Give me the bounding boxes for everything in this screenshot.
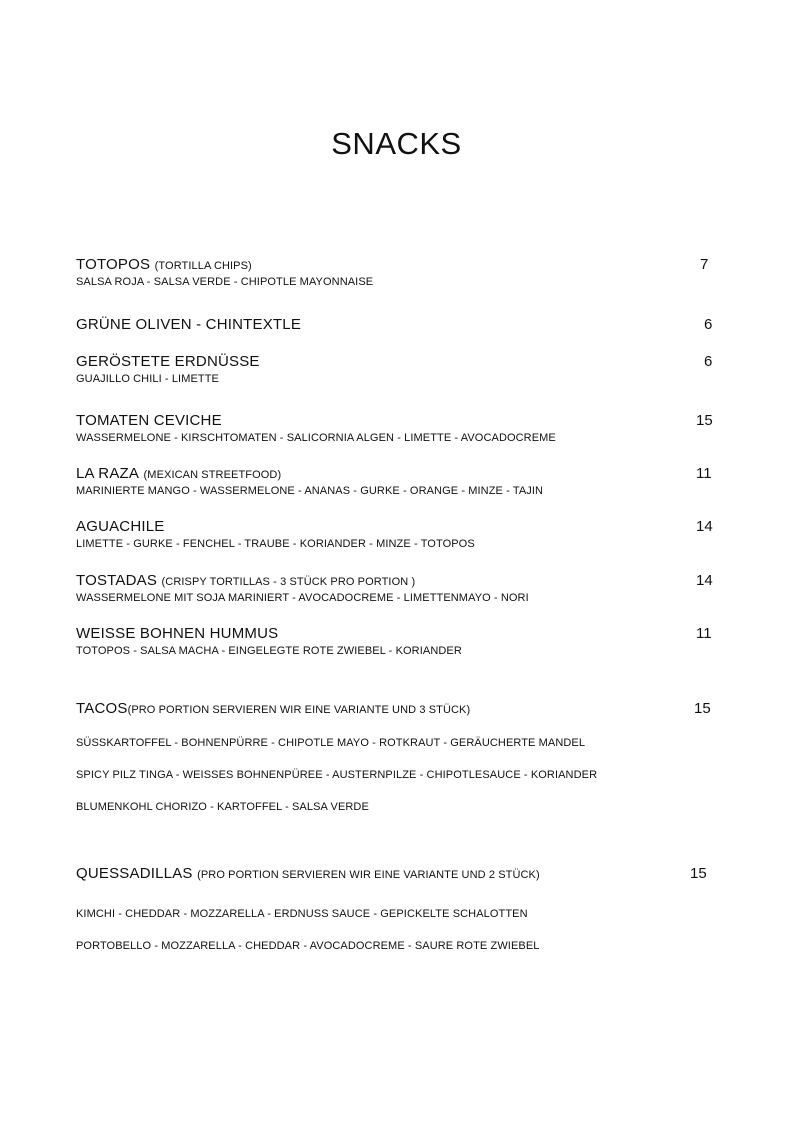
menu-item [76, 316, 716, 336]
menu-item [76, 465, 716, 497]
page-title: SNACKS [331, 126, 462, 161]
item-price: 14 [696, 572, 713, 589]
item-note: (PRO PORTION SERVIEREN WIR EINE VARIANTE UND 2 STÜCK) [197, 869, 540, 881]
item-note: (TORTILLA CHIPS) [154, 260, 252, 272]
item-price: 15 [696, 412, 713, 429]
item-price: 6 [704, 316, 713, 333]
item-price: 15 [690, 865, 707, 882]
item-description: WASSERMELONE MIT SOJA MARINIERT - AVOCADOCREME - LIMETTENMAYO - NORI [76, 592, 529, 604]
item-price: 11 [696, 625, 712, 642]
item-note: (CRISPY TORTILLAS - 3 STÜCK PRO PORTION ) [161, 576, 416, 588]
item-name: TACOS [76, 700, 128, 717]
menu-item [76, 572, 716, 604]
item-name: QUESSADILLAS [76, 865, 193, 882]
item-name: TOSTADAS [76, 572, 158, 589]
item-price: 15 [694, 700, 711, 717]
item-name: GRÜNE OLIVEN - CHINTEXTLE [76, 316, 302, 333]
menu-item [76, 256, 716, 288]
taco-variant: SPICY PILZ TINGA - WEISSES BOHNENPÜREE - AUSTERNPILZE - CHIPOTLESAUCE - KORIANDER [76, 769, 598, 781]
item-description: LIMETTE - GURKE - FENCHEL - TRAUBE - KORIANDER - MINZE - TOTOPOS [76, 538, 475, 550]
item-name: LA RAZA [76, 465, 140, 482]
item-name: TOTOPOS [76, 256, 151, 273]
item-description: TOTOPOS - SALSA MACHA - EINGELEGTE ROTE ZWIEBEL - KORIANDER [76, 645, 462, 657]
menu-item [76, 412, 716, 444]
quesadilla-variant: KIMCHI - CHEDDAR - MOZZARELLA - ERDNUSS SAUCE - GEPICKELTE SCHALOTTEN [76, 908, 528, 920]
item-description: MARINIERTE MANGO - WASSERMELONE - ANANAS - GURKE - ORANGE - MINZE - TAJIN [76, 485, 544, 497]
menu-item [76, 625, 716, 657]
item-description: GUAJILLO CHILI - LIMETTE [76, 373, 219, 385]
item-price: 6 [704, 353, 713, 370]
item-note: (MEXICAN STREETFOOD) [143, 469, 282, 481]
item-price: 11 [696, 465, 712, 482]
item-note: (PRO PORTION SERVIEREN WIR EINE VARIANTE UND 3 STÜCK) [127, 704, 471, 716]
item-name: WEISSE BOHNEN HUMMUS [76, 625, 279, 642]
item-name: TOMATEN CEVICHE [76, 412, 222, 429]
quesadilla-variant: PORTOBELLO - MOZZARELLA - CHEDDAR - AVOCADOCREME - SAURE ROTE ZWIEBEL [76, 940, 540, 952]
item-price: 14 [696, 518, 713, 535]
item-description: WASSERMELONE - KIRSCHTOMATEN - SALICORNIA ALGEN - LIMETTE - AVOCADOCREME [76, 432, 556, 444]
menu-item [76, 518, 716, 550]
item-price: 7 [700, 256, 709, 273]
quesadillas-section [76, 865, 716, 885]
item-description: SALSA ROJA - SALSA VERDE - CHIPOTLE MAYONNAISE [76, 276, 374, 288]
tacos-section [76, 700, 716, 720]
taco-variant: SÜSSKARTOFFEL - BOHNENPÜRRE - CHIPOTLE MAYO - ROTKRAUT - GERÄUCHERTE MANDEL [76, 737, 586, 749]
taco-variant: BLUMENKOHL CHORIZO - KARTOFFEL - SALSA VERDE [76, 801, 369, 813]
item-name: AGUACHILE [76, 518, 165, 535]
menu-item [76, 353, 716, 385]
item-name: GERÖSTETE ERDNÜSSE [76, 353, 260, 370]
